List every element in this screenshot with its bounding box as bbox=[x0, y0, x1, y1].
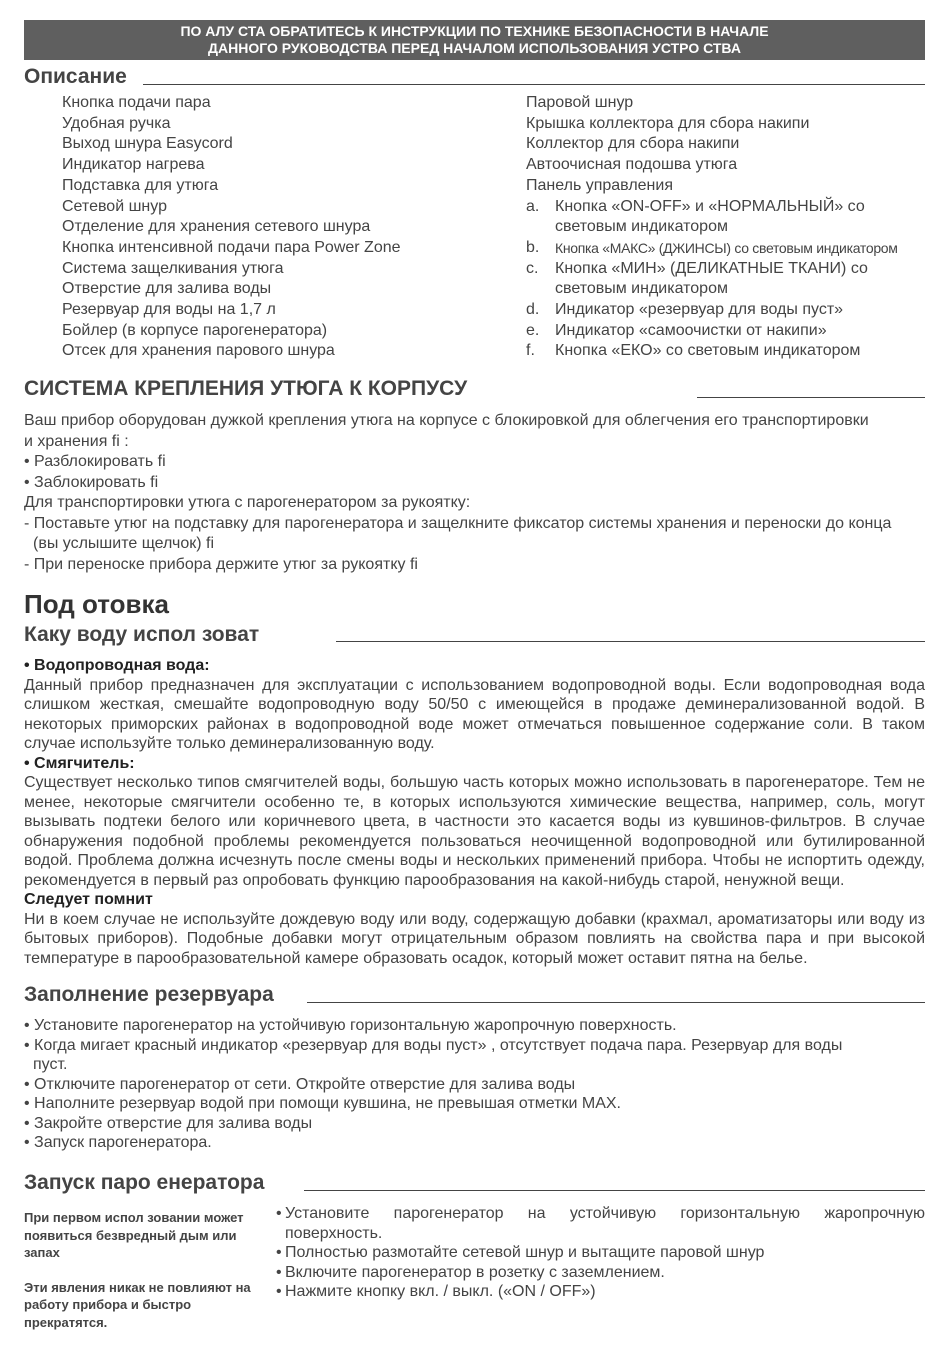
locking-heading-rule bbox=[697, 397, 925, 398]
locking-unlock: • Разблокировать fi bbox=[24, 453, 166, 470]
list-item: Кнопка интенсивной подачи пара Power Zone bbox=[62, 238, 401, 256]
list-item: • Отключите парогенератор от сети. Откройте отверстие для залива воды bbox=[24, 1075, 576, 1093]
panel-item-text: Индикатор «самоочистки от накипи» bbox=[555, 321, 827, 339]
locking-transport: Для транспортировки утюга с парогенератором за рукоятку: bbox=[24, 494, 471, 511]
side-note-2: Эти явления никак не повлияют на работу прибора и быстро прекратятся. bbox=[24, 1279, 251, 1330]
list-item bbox=[276, 1263, 925, 1283]
list-item: Бойлер (в корпусе парогенератора) bbox=[62, 321, 328, 339]
water-type-heading: Каку воду испол зоват bbox=[24, 623, 260, 646]
list-item: Отсек для хранения парового шнура bbox=[62, 342, 335, 360]
startup-heading-rule bbox=[304, 1190, 925, 1191]
panel-item-e bbox=[526, 321, 926, 342]
filling-list bbox=[24, 1016, 925, 1153]
list-item: Сетевой шнур bbox=[62, 197, 167, 215]
softener-heading: • Смягчитель: bbox=[24, 754, 135, 772]
list-item bbox=[276, 1282, 925, 1302]
list-item: Отверстие для залива воды bbox=[62, 280, 272, 298]
list-item: Крышка коллектора для сбора накипи bbox=[526, 114, 810, 132]
list-item-text: Нажмите кнопку вкл. / выкл. («ON / OFF») bbox=[285, 1283, 596, 1300]
locking-heading: СИСТЕМА КРЕПЛЕНИЯ УТЮГА К КОРПУСУ bbox=[24, 377, 468, 400]
list-item-text: Установите парогенератор на устойчивую горизонтальную жаропрочную поверхность. bbox=[285, 1205, 925, 1242]
description-heading-rule bbox=[143, 84, 925, 85]
panel-item-text: Индикатор «резервуар для воды пуст» bbox=[555, 301, 844, 319]
startup-list bbox=[276, 1204, 925, 1302]
description-heading: Описание bbox=[24, 65, 127, 88]
panel-item-letter: f. bbox=[526, 342, 535, 360]
panel-item-text: Кнопка «ЕКО» со световым индикатором bbox=[555, 342, 861, 360]
panel-item-text: Кнопка «ON-OFF» и «НОРМАЛЬНЫЙ» со bbox=[555, 197, 865, 215]
panel-item-text-2: световым индикатором bbox=[555, 280, 728, 298]
panel-item-a bbox=[526, 197, 926, 238]
panel-item-c bbox=[526, 259, 926, 300]
panel-item-b bbox=[526, 238, 926, 259]
locking-step-1b: (вы услышите щелчок) fi bbox=[33, 535, 215, 552]
list-item: Панель управления bbox=[526, 176, 673, 194]
water-section bbox=[24, 656, 925, 968]
bullet-icon: • bbox=[276, 1205, 282, 1222]
list-item: Паровой шнур bbox=[526, 94, 634, 111]
list-item: Автоочисная подошва утюга bbox=[526, 156, 738, 174]
panel-item-letter: d. bbox=[526, 301, 540, 319]
panel-item-text-2: световым индикатором bbox=[555, 218, 728, 236]
softener-text: Существует несколько типов смягчителей воды, большую часть которых можно использовать в парогенераторе. Тем не менее, некоторые смягчители особенно те, в которых используются химические вещества, например, соль, могут вызывать подтеки белого или коричневого цвета, в частности это касается воды из кувшинов-фильтров. В случае обнаружения подобной проблемы рекомендуется пользоваться неочищенной водопроводной или бутилированной водой. Проблема должна исчезнуть после смены воды и нескольких применений прибора. Чтобы не испортить одежду, рекомендуется в первый раз опробовать функцию парообразования на какой-нибудь старой, ненужной вещи. bbox=[24, 774, 925, 889]
startup-side-note bbox=[24, 1209, 254, 1331]
list-item: Резервуар для воды на 1,7 л bbox=[62, 301, 276, 319]
list-item: • Установите парогенератор на устойчивую горизонтальную жаропрочную поверхность. bbox=[24, 1017, 677, 1034]
list-item: Кнопка подачи пара bbox=[62, 94, 211, 111]
panel-item-text: Кнопка «МИН» (ДЕЛИКАТНЫЕ ТКАНИ) со bbox=[555, 259, 868, 277]
side-note-1: При первом испол зовании может появиться безвредный дым или запах bbox=[24, 1210, 244, 1260]
locking-intro-2: и хранения fi : bbox=[24, 432, 129, 450]
panel-item-f bbox=[526, 341, 926, 362]
locking-step-1: - Поставьте утюг на подставку для парогенератора и защелкните фиксатор системы хранения и переноски до конца bbox=[24, 514, 892, 532]
panel-item-text: Кнопка «МАКС» (ДЖИНСЫ) со световым индикатором bbox=[555, 239, 898, 256]
list-item: Удобная ручка bbox=[62, 114, 171, 132]
list-item: • Когда мигает красный индикатор «резервуар для воды пуст» , отсутствует подача пара. Резервуар для воды bbox=[24, 1036, 843, 1054]
description-right-list bbox=[526, 93, 926, 362]
panel-item-d bbox=[526, 300, 926, 321]
water-type-heading-rule bbox=[336, 641, 925, 642]
description-left-list bbox=[62, 93, 502, 362]
list-item-text: Полностью размотайте сетевой шнур и вытащите паровой шнур bbox=[285, 1244, 765, 1261]
bullet-icon: • bbox=[276, 1283, 282, 1300]
list-item: • Наполните резервуар водой при помощи кувшина, не превышая отметки MAX. bbox=[24, 1095, 621, 1112]
locking-intro: Ваш прибор оборудован дужкой крепления утюга на корпусе с блокировкой для облегчения его транспортировки bbox=[24, 412, 869, 429]
filling-heading-rule bbox=[307, 1002, 925, 1003]
list-item: • Закройте отверстие для залива воды bbox=[24, 1114, 313, 1132]
panel-item-letter: c. bbox=[526, 259, 539, 277]
list-item: Выход шнура Easycord bbox=[62, 135, 233, 153]
list-item: Коллектор для сбора накипи bbox=[526, 135, 740, 153]
remember-text: Ни в коем случае не используйте дождевую воду или воду, содержащую добавки (крахмал, ароматизаторы или воду из бытовых приборов). Подобные добавки могут отрицательным образом повлиять на свойства пара и при высокой температуре в парообразовательной камере образовать осадок, который может оставит пятна на белье. bbox=[24, 910, 925, 967]
bullet-icon: • bbox=[276, 1263, 282, 1281]
list-item: Система защелкивания утюга bbox=[62, 259, 284, 277]
startup-heading: Запуск паро енератора bbox=[24, 1171, 265, 1194]
safety-banner-line-2: ДАННОГО РУКОВОДСТВА ПЕРЕД НАЧАЛОМ ИСПОЛЬЗОВАНИЯ УСТРО СТВА bbox=[208, 40, 741, 56]
safety-banner-line-1: ПО АЛУ СТА ОБРАТИТЕСЬ К ИНСТРУКЦИИ ПО ТЕХНИКЕ БЕЗОПАСНОСТИ В НАЧАЛЕ bbox=[180, 23, 769, 39]
panel-item-letter: e. bbox=[526, 321, 540, 339]
list-item bbox=[276, 1243, 925, 1263]
list-item: • Запуск парогенератора. bbox=[24, 1134, 212, 1151]
filling-heading: Заполнение резервуара bbox=[24, 983, 274, 1006]
list-item: Индикатор нагрева bbox=[62, 156, 205, 174]
preparation-heading: Под отовка bbox=[24, 589, 169, 619]
safety-banner bbox=[24, 20, 925, 60]
list-item: пуст. bbox=[33, 1056, 68, 1073]
panel-item-letter: a. bbox=[526, 197, 540, 215]
locking-section bbox=[24, 411, 925, 575]
locking-step-2: - При переноске прибора держите утюг за рукоятку fi bbox=[24, 555, 418, 573]
list-item: Подставка для утюга bbox=[62, 176, 219, 194]
list-item bbox=[276, 1204, 925, 1243]
list-item: Отделение для хранения сетевого шнура bbox=[62, 218, 371, 236]
remember-heading: Следует помнит bbox=[24, 891, 153, 908]
tap-water-heading: • Водопроводная вода: bbox=[24, 657, 210, 674]
panel-item-letter: b. bbox=[526, 238, 540, 256]
tap-water-text: Данный прибор предназначен для эксплуатации с использованием водопроводной воды. Если водопроводная вода слишком жесткая, смешайте водопроводную воду 50/50 с имеющейся в продаже деминерализованной водой. В некоторых приморских районах в водопроводной воде может отмечаться повышенное содержание соли. В таком случае используйте только деминерализованную воду. bbox=[24, 676, 925, 752]
list-item-text: Включите парогенератор в розетку с заземлением. bbox=[285, 1263, 665, 1281]
bullet-icon: • bbox=[276, 1244, 282, 1261]
locking-lock: • Заблокировать fi bbox=[24, 473, 159, 491]
